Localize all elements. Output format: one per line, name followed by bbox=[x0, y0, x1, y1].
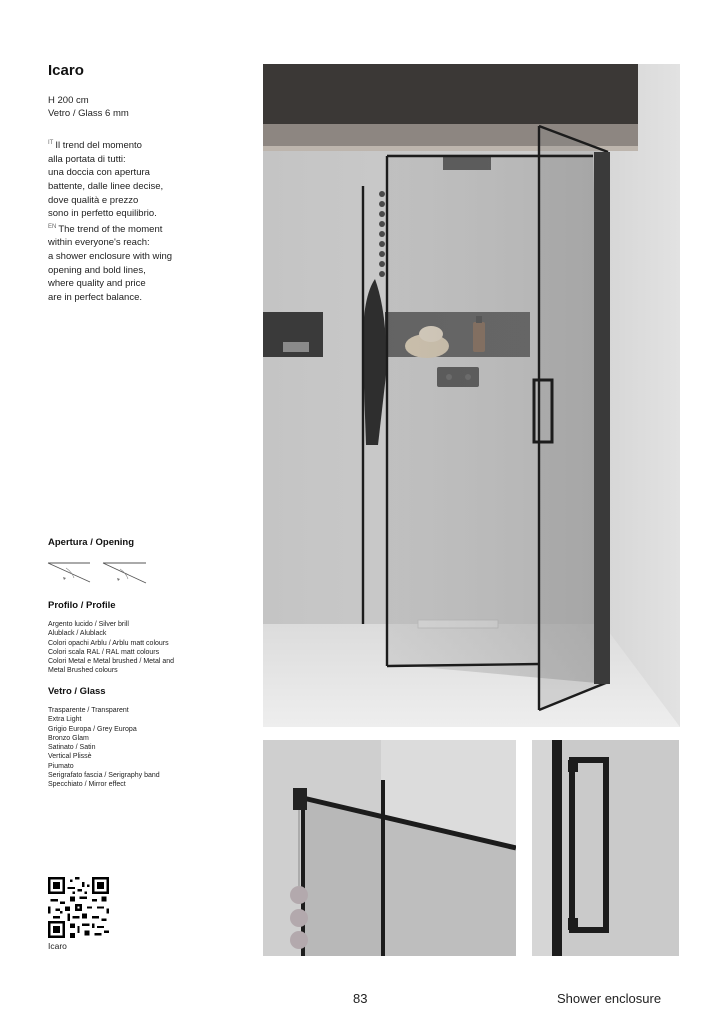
opening-diagram-right-icon bbox=[103, 563, 146, 583]
list-item: Colori Metal e Metal brushed / Metal and bbox=[48, 658, 175, 666]
product-description: $^{IT}$ Il trend del momento alla portata di tutti: una doccia con apertura battente, dalle linee decise, dove qualità e prezzo sono in perfetto equilibrio. $^{EN}$ The trend of the moment within everyone's reach: a shower enclosure with wing opening and bold lines, where quality and price are in perfect balance. bbox=[48, 140, 173, 303]
qr-code[interactable] bbox=[48, 877, 109, 938]
spec-glass: Vetro / Glass 6 mm bbox=[48, 108, 129, 119]
spec-height: H 200 cm bbox=[48, 95, 89, 106]
list-item: Satinato / Satin bbox=[48, 744, 96, 752]
profile-list bbox=[48, 620, 174, 676]
glass-heading: Vetro / Glass bbox=[48, 686, 106, 697]
detail-photo-hinge bbox=[263, 740, 516, 956]
list-item: Trasparente / Transparent bbox=[48, 707, 129, 714]
qr-caption: Icaro bbox=[48, 941, 67, 951]
handle-detail-image bbox=[532, 740, 679, 956]
list-item: Extra Light bbox=[48, 716, 82, 724]
list-item: Colori scala RAL / RAL matt colours bbox=[48, 648, 160, 656]
en-language-tag: EN bbox=[48, 223, 57, 230]
list-item: Grigio Europa / Grey Europa bbox=[48, 725, 137, 733]
list-item: Bronzo Glam bbox=[48, 734, 89, 742]
opening-diagrams bbox=[46, 558, 156, 588]
list-item: Piumato bbox=[48, 762, 74, 770]
list-item: Vertical Plissè bbox=[48, 753, 92, 761]
hinge-detail-image bbox=[263, 740, 516, 956]
detail-photo-handle bbox=[532, 740, 679, 956]
list-item: Metal Brushed colours bbox=[48, 667, 118, 675]
opening-diagram-left-icon bbox=[48, 563, 90, 582]
list-item: Serigrafato fascia / Serigraphy band bbox=[48, 772, 160, 780]
product-title: Icaro bbox=[48, 62, 84, 79]
list-item: Argento lucido / Silver brill bbox=[48, 621, 129, 628]
list-item: Specchiato / Mirror effect bbox=[48, 781, 126, 789]
profile-heading: Profilo / Profile bbox=[48, 600, 116, 611]
list-item: Alublack / Alublack bbox=[48, 630, 107, 638]
main-product-photo bbox=[263, 64, 680, 727]
it-language-tag: IT bbox=[48, 140, 54, 146]
shower-enclosure-image bbox=[263, 64, 680, 727]
opening-heading: Apertura / Opening bbox=[48, 537, 135, 548]
list-item: Colori opachi Arblu / Arblu matt colours bbox=[48, 639, 169, 647]
page-number: 83 bbox=[353, 991, 368, 1006]
section-label: Shower enclosure bbox=[557, 991, 662, 1006]
glass-list bbox=[48, 706, 160, 790]
